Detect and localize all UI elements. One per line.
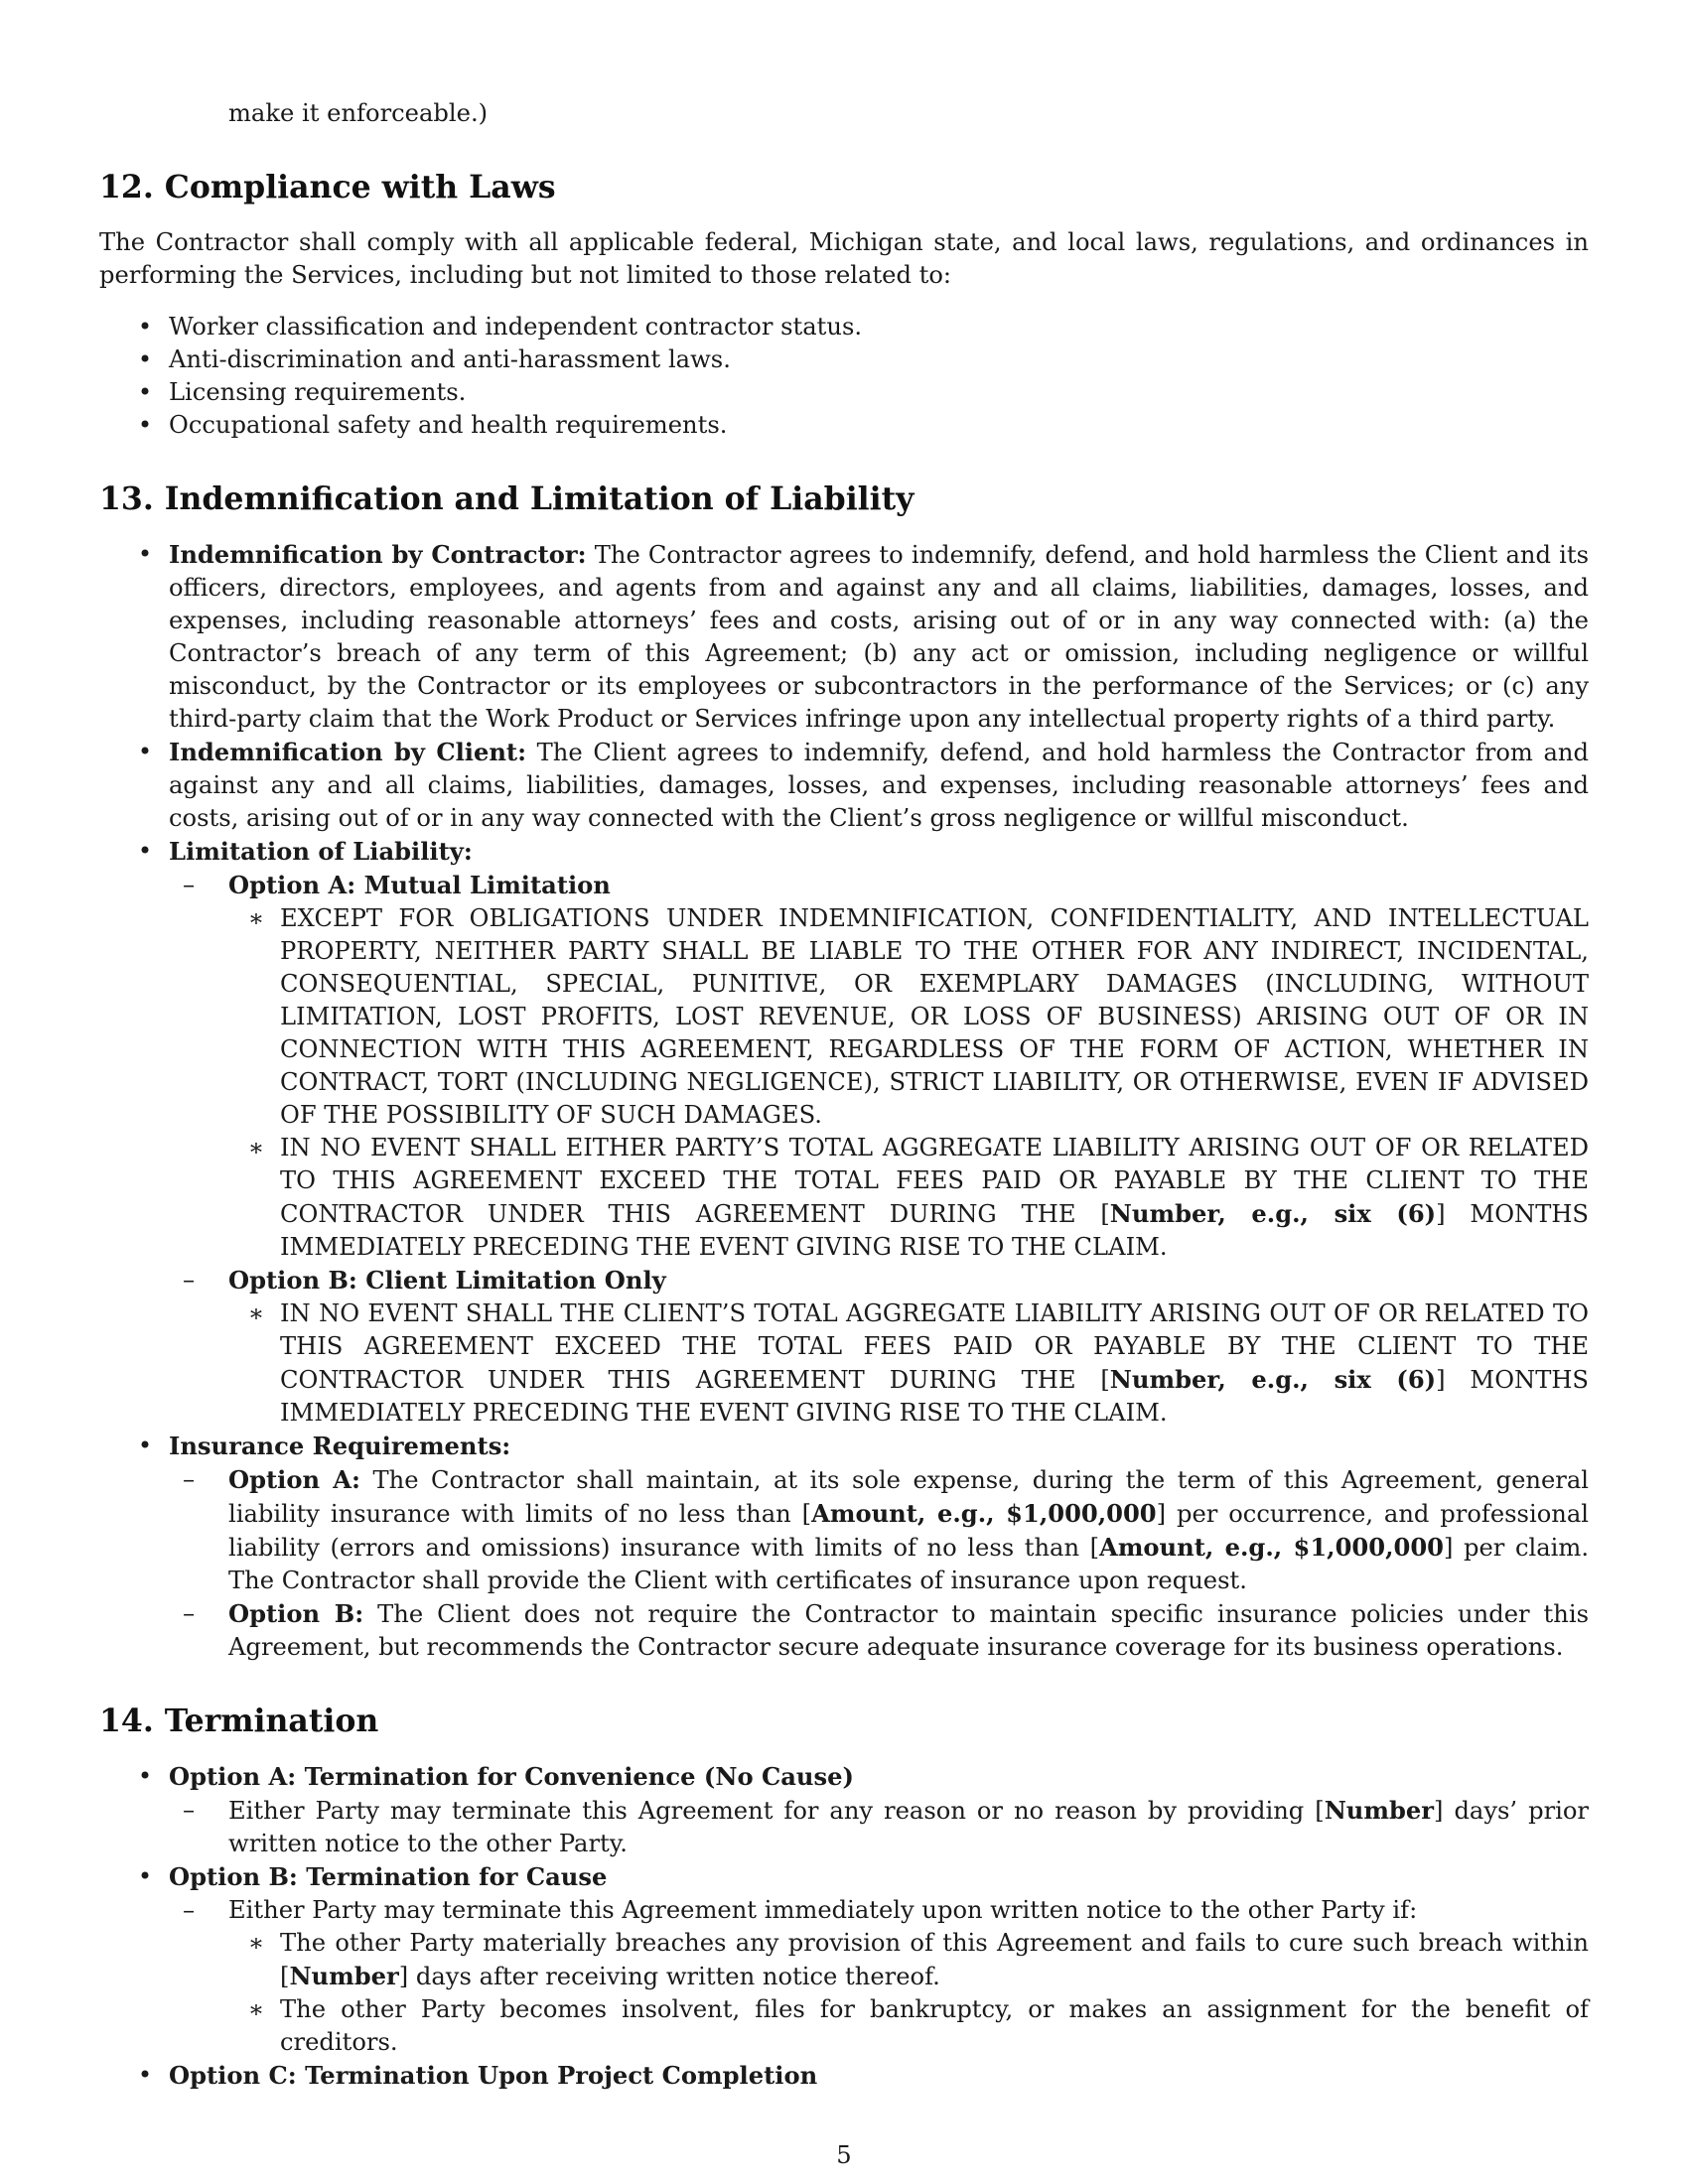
limitation-label: Limitation of Liability:: [169, 837, 473, 866]
indemnification-client-text: The Client agrees to indemnify, defend, and hold harmless the Contractor from and against any and all claims, liabilities, damages, losses, and expenses, including reasonable attorneys’ fees and costs, arising out of or in any way connected with the Client’s gross negligence or willful misconduct.: [169, 739, 1589, 832]
clause-text: The Client does not require the Contractor to maintain specific insurance policies under this Agreement, but recommends the Contractor secure adequate insurance coverage for its business operations.: [228, 1600, 1590, 1661]
insurance-option-a-label: Option A:: [228, 1465, 360, 1494]
star-marker: ∗: [247, 1134, 265, 1161]
dash-marker: –: [182, 1266, 196, 1294]
clause-text: ] days after receiving written notice thereof.: [398, 1963, 940, 1990]
clause-text: IN NO EVENT SHALL EITHER PARTY’S TOTAL AGGREGATE LIABILITY ARISING OUT OF OR RELATED TO THIS AGREEMENT EXCEED THE TOTAL FEES PAID OR PAYABLE BY THE CLIENT TO THE CONTRACTOR UNDER THIS AGREEMENT DURING THE [: [280, 1134, 1589, 1228]
bullet-marker: •: [137, 1862, 153, 1890]
insurance-option-a: [169, 1463, 1589, 1597]
bullet-marker: •: [137, 738, 153, 765]
termination-cause-conditions: [228, 1927, 1589, 2059]
limitation-option-b-title: Option B: Client Limitation Only: [228, 1266, 666, 1295]
section-12-list: [99, 311, 1589, 442]
placeholder-field: Number, e.g., six (6): [1109, 1199, 1437, 1228]
bullet-marker: •: [137, 345, 153, 373]
list-item-text: Licensing requirements.: [169, 378, 467, 406]
placeholder-field: Number: [289, 1962, 399, 1990]
dash-marker: –: [182, 1465, 196, 1493]
list-item: [228, 1993, 1589, 2059]
clause-text: EXCEPT FOR OBLIGATIONS UNDER INDEMNIFICATION, CONFIDENTIALITY, AND INTELLECTUAL PROPERTY, NEITHER PARTY SHALL BE LIABLE TO THE OTHER FOR ANY INDIRECT, INCIDENTAL, CONSEQUENTIAL, SPECIAL, PUNITIVE, OR EXEMPLARY DAMAGES (INCLUDING, WITHOUT LIMITATION, LOST PROFITS, LOST REVENUE, OR LOSS OF BUSINESS) ARISING OUT OF OR IN CONNECTION WITH THIS AGREEMENT, REGARDLESS OF THE FORM OF ACTION, WHETHER IN CONTRACT, TORT (INCLUDING NEGLIGENCE), STRICT LIABILITY, OR OTHERWISE, EVEN IF ADVISED OF THE POSSIBILITY OF SUCH DAMAGES.: [280, 904, 1589, 1129]
bullet-marker: •: [137, 540, 153, 568]
star-marker: ∗: [247, 1299, 265, 1327]
bullet-marker: •: [137, 2061, 153, 2089]
list-item: [169, 1894, 1589, 2059]
termination-option-b: [99, 1860, 1589, 2059]
indemnification-by-client: [99, 736, 1589, 835]
termination-option-a-items: [169, 1794, 1589, 1860]
placeholder-field: Amount, e.g., $1,000,000: [811, 1499, 1157, 1528]
placeholder-field: Number: [1324, 1796, 1435, 1825]
clause-text: The Contractor shall maintain, at its sole expense, during the term of this Agreement, general liability insurance with limits of no less than [: [228, 1466, 1590, 1528]
section-12: [99, 168, 1589, 442]
limitation-option-b: [169, 1264, 1589, 1430]
list-item: [228, 1132, 1589, 1264]
star-marker: ∗: [247, 1929, 265, 1957]
star-marker: ∗: [247, 904, 265, 932]
termination-option-a-title: Option A: Termination for Convenience (No Cause): [169, 1762, 854, 1791]
list-item-text: Anti-discrimination and anti-harassment laws.: [169, 345, 731, 373]
list-item: [99, 409, 1589, 442]
bullet-marker: •: [137, 1432, 153, 1459]
list-item: [99, 376, 1589, 409]
bullet-marker: •: [137, 1762, 153, 1790]
list-item-text: Occupational safety and health requirements.: [169, 411, 728, 439]
dash-marker: –: [182, 1599, 196, 1627]
section-13-heading: 13. Indemnification and Limitation of Liability: [99, 480, 914, 517]
clause-text: The other Party materially breaches any provision of this Agreement and fails to cure such breach within [: [280, 1929, 1589, 1990]
clause-text: ] days’ prior written notice to the other Party.: [228, 1797, 1589, 1857]
placeholder-field: Number, e.g., six (6): [1109, 1365, 1437, 1394]
clause-text: ] MONTHS IMMEDIATELY PRECEDING THE EVENT GIVING RISE TO THE CLAIM.: [280, 1200, 1589, 1261]
dash-marker: –: [182, 1896, 196, 1924]
termination-option-a: [99, 1760, 1589, 1860]
section-12-heading: 12. Compliance with Laws: [99, 169, 556, 205]
placeholder-field: Amount, e.g., $1,000,000: [1099, 1533, 1444, 1562]
bullet-marker: •: [137, 837, 153, 865]
bullet-marker: •: [137, 411, 153, 439]
page-number: 5: [836, 2141, 852, 2169]
insurance-label: Insurance Requirements:: [169, 1432, 511, 1460]
section-14: [99, 1702, 1589, 2093]
indemnification-client-label: Indemnification by Client:: [169, 738, 527, 766]
dash-marker: –: [182, 871, 196, 898]
list-item: [228, 1927, 1589, 1993]
indemnification-contractor-text: The Contractor agrees to indemnify, defend, and hold harmless the Client and its officers, directors, employees, and agents from and against any and all claims, liabilities, damages, losses, and expenses, including reasonable attorneys’ fees and costs, arising out of or in any way connected with: (a) the Contractor’s breach of any term of this Agreement; (b) any act or omission, including negligence or willful misconduct, by the Contractor or its employees or subcontractors in the performance of the Services; or (c) any third-party claim that the Work Product or Services infringe upon any intellectual property rights of a third party.: [169, 541, 1589, 733]
limitation-of-liability: [99, 835, 1589, 1430]
clause-text: Either Party may terminate this Agreement for any reason or no reason by providing [: [228, 1797, 1325, 1825]
section-13-list: [99, 538, 1589, 1664]
section-12-intro: The Contractor shall comply with all applicable federal, Michigan state, and local laws, regulations, and ordinances in performing the Services, including but not limited to those related to:: [99, 228, 1589, 289]
termination-option-c-title: Option C: Termination Upon Project Completion: [169, 2061, 818, 2090]
termination-option-b-items: [169, 1894, 1589, 2059]
limitation-option-a-clauses: [228, 902, 1589, 1264]
limitation-option-b-clauses: [228, 1297, 1589, 1430]
insurance-options: [169, 1463, 1589, 1664]
indemnification-contractor-label: Indemnification by Contractor:: [169, 540, 587, 569]
indemnification-by-contractor: [99, 538, 1589, 736]
termination-option-c: [99, 2059, 1589, 2093]
clause-text: The other Party becomes insolvent, files for bankruptcy, or makes an assignment for the benefit of creditors.: [280, 1995, 1589, 2056]
section-14-list: [99, 1760, 1589, 2093]
clause-text: IN NO EVENT SHALL THE CLIENT’S TOTAL AGGREGATE LIABILITY ARISING OUT OF OR RELATED TO THIS AGREEMENT EXCEED THE TOTAL FEES PAID OR PAYABLE BY THE CLIENT TO THE CONTRACTOR UNDER THIS AGREEMENT DURING THE [: [280, 1299, 1589, 1394]
limitation-option-a: [169, 869, 1589, 1264]
insurance-requirements: [99, 1430, 1589, 1664]
bullet-marker: •: [137, 313, 153, 341]
limitation-options: [169, 869, 1589, 1430]
clause-text: Either Party may terminate this Agreement immediately upon written notice to the other Party if:: [228, 1896, 1418, 1924]
limitation-option-a-title: Option A: Mutual Limitation: [228, 871, 611, 899]
dash-marker: –: [182, 1796, 196, 1824]
list-item: [228, 1297, 1589, 1430]
section-13: [99, 479, 1589, 1664]
document-page: [99, 97, 1589, 2093]
list-item: [99, 311, 1589, 343]
carryover-text: make it enforceable.): [228, 99, 489, 127]
list-item: [99, 343, 1589, 376]
clause-text: ] per occurrence, and professional liability (errors and omissions) insurance with limits of no less than [: [228, 1500, 1590, 1562]
insurance-option-b: [169, 1597, 1589, 1664]
star-marker: ∗: [247, 1995, 265, 2023]
list-item: [169, 1794, 1589, 1860]
list-item-text: Worker classification and independent contractor status.: [169, 313, 863, 341]
insurance-option-b-label: Option B:: [228, 1599, 364, 1628]
bullet-marker: •: [137, 378, 153, 406]
clause-text: ] MONTHS IMMEDIATELY PRECEDING THE EVENT GIVING RISE TO THE CLAIM.: [280, 1366, 1589, 1427]
list-item: [228, 902, 1589, 1132]
clause-text: ] per claim. The Contractor shall provide the Client with certificates of insurance upon request.: [228, 1534, 1590, 1594]
termination-option-b-title: Option B: Termination for Cause: [169, 1862, 608, 1891]
section-14-heading: 14. Termination: [99, 1703, 379, 1739]
